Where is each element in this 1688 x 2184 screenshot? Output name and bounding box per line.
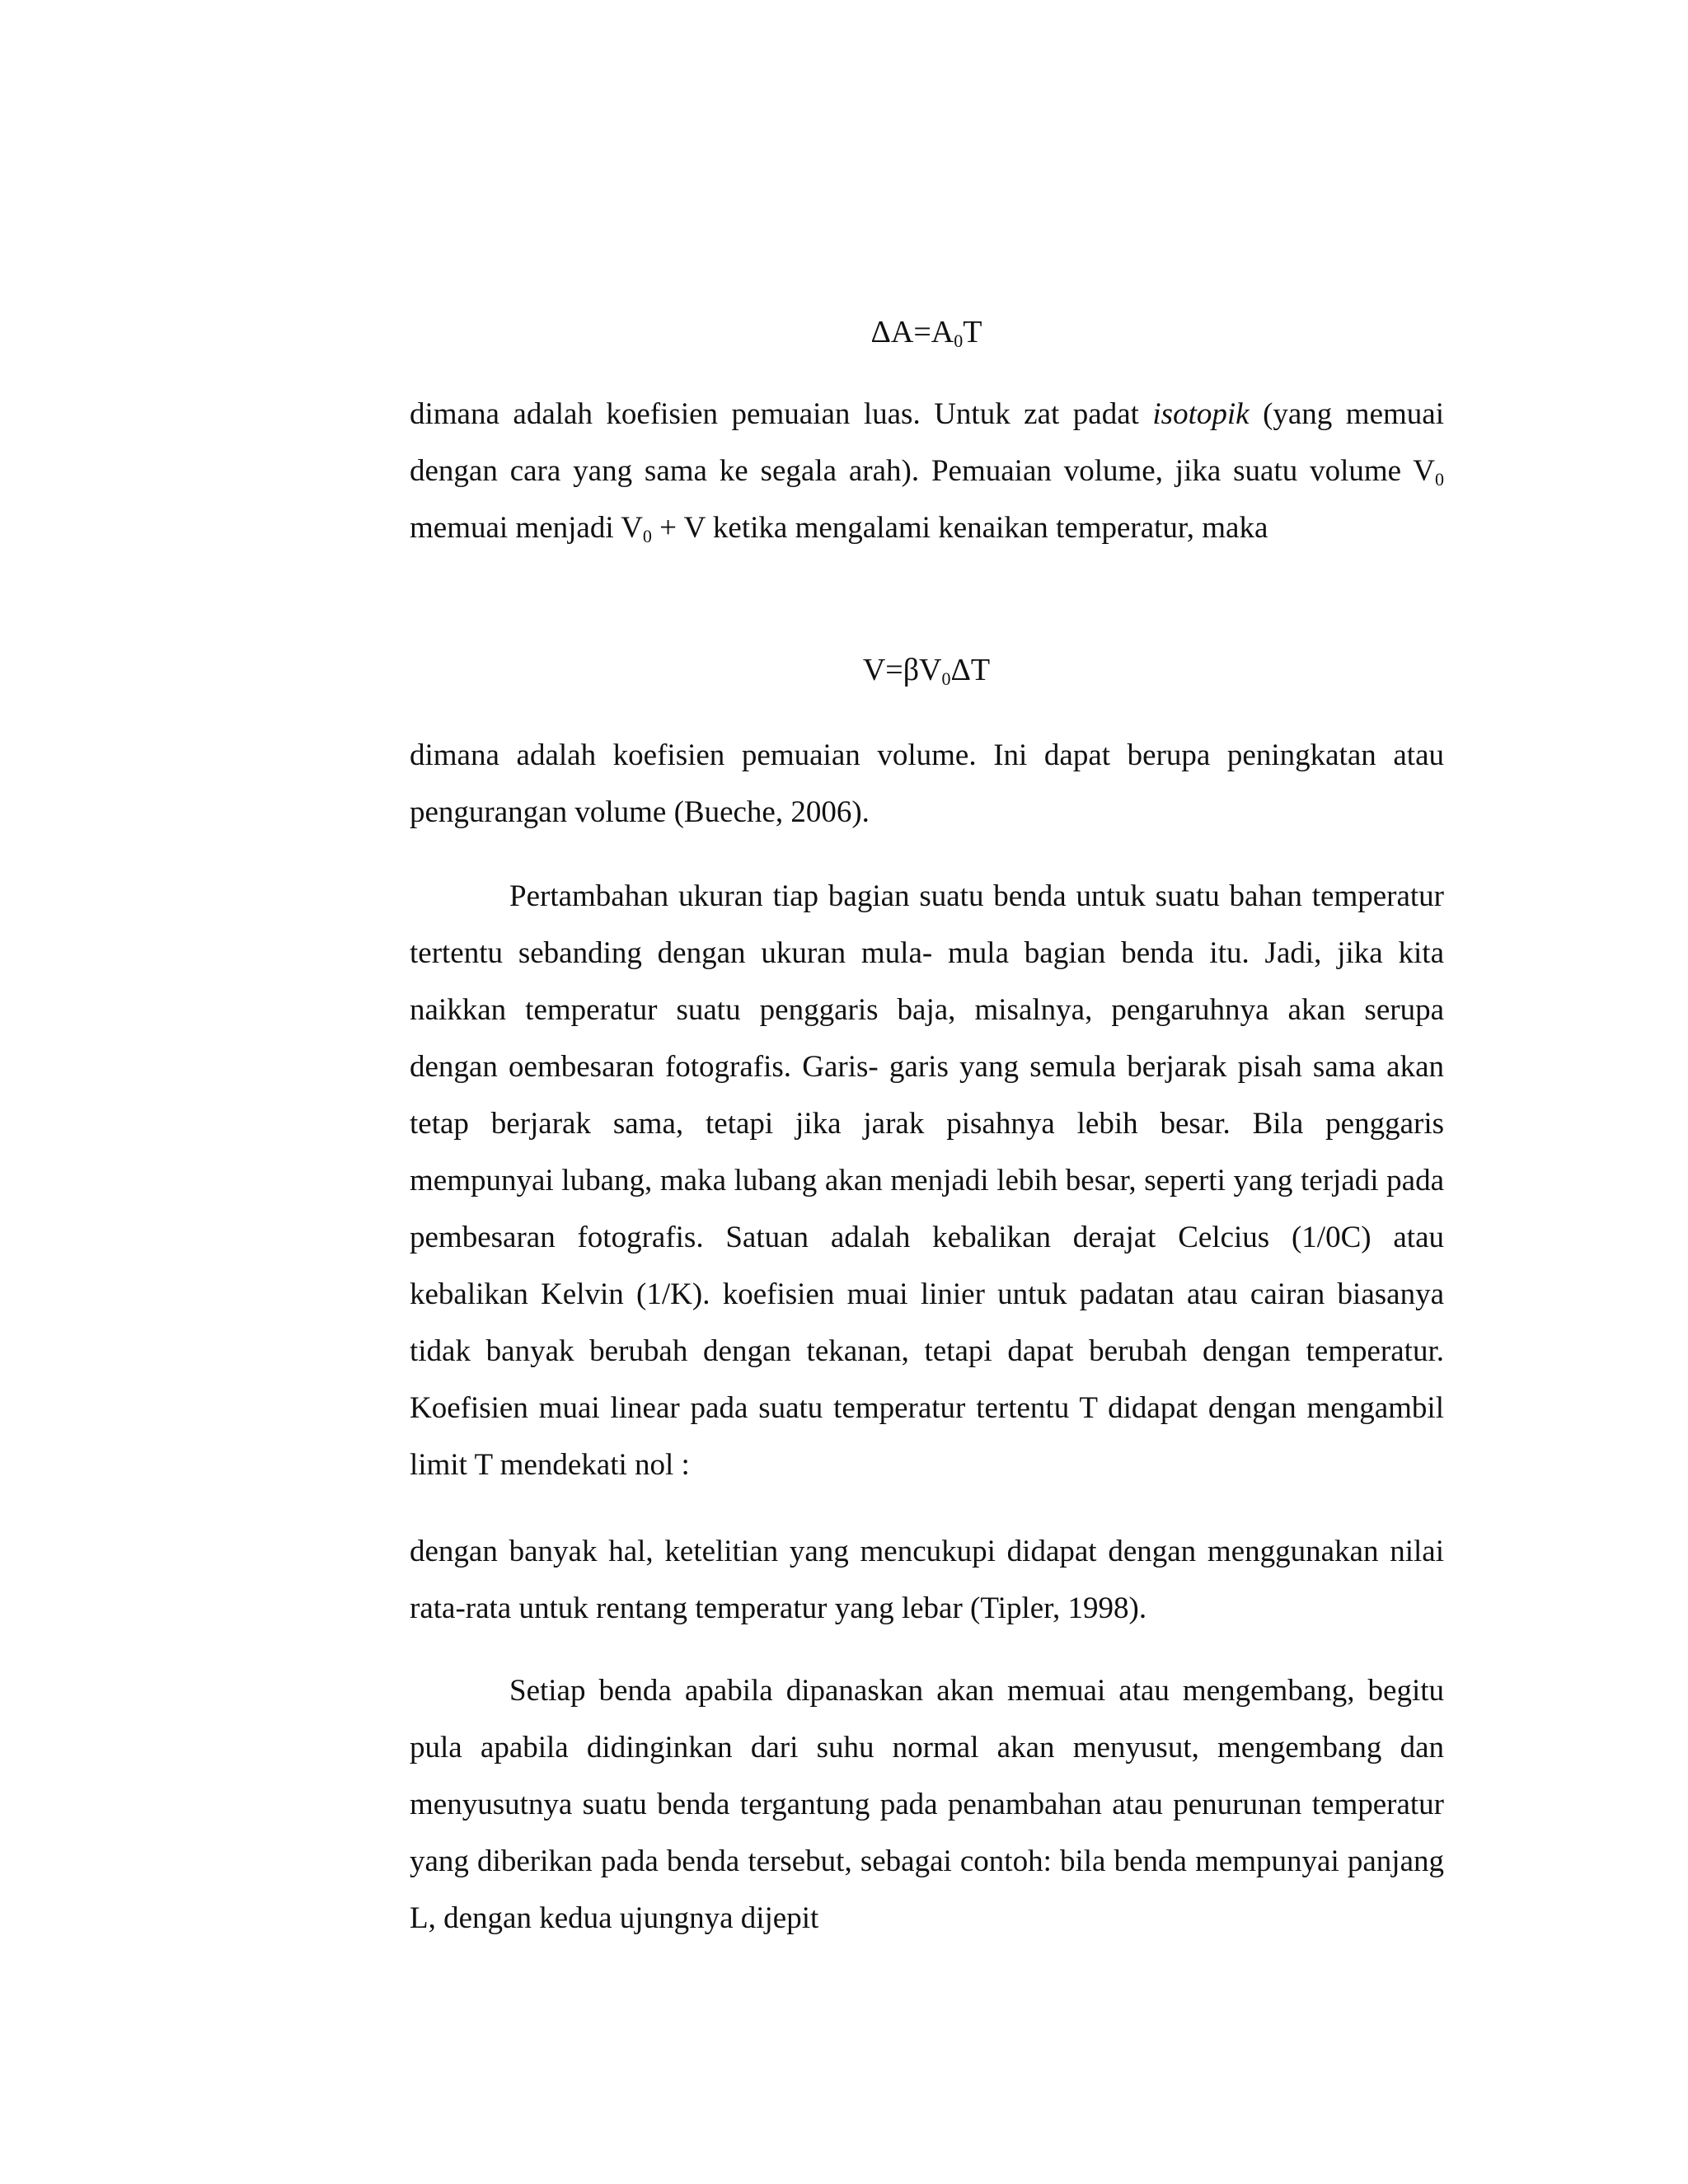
- paragraph-area-expansion: [410, 386, 1444, 556]
- equation-volume-post: ΔT: [950, 653, 991, 687]
- paragraph-text: + V ketika mengalami kenaikan temperatur, maka: [651, 511, 1268, 545]
- paragraph-volume-expansion: dimana adalah koefisien pemuaian volume. Ini dapat berupa peningkatan atau pengurangan volume (Bueche, 2006).: [410, 738, 1444, 829]
- paragraph-text: dimana adalah koefisien pemuaian luas. Untuk zat padat: [410, 397, 1153, 431]
- equation-volume-expansion: [82, 645, 1688, 695]
- subscript: 0: [642, 526, 652, 546]
- paragraph-average-value: dengan banyak hal, ketelitian yang mencukupi didapat dengan menggunakan nilai rata-rata untuk rentang temperatur yang lebar (Tipler, 1998).: [410, 1535, 1444, 1625]
- italic-term: isotopik: [1152, 397, 1250, 431]
- paragraph-linear-expansion: Pertambahan ukuran tiap bagian suatu benda untuk suatu bahan temperatur tertentu sebanding dengan ukuran mula- mula bagian benda itu. Jadi, jika kita naikkan temperatur suatu penggaris baja, misalnya, pengaruhnya akan serupa dengan oembesaran fotografis. Garis- garis yang semula berjarak pisah sama akan tetap berjarak sama, tetapi jika jarak pisahnya lebih besar. Bila penggaris mempunyai lubang, maka lubang akan menjadi lebih besar, seperti yang terjadi pada pembesaran fotografis. Satuan adalah kebalikan derajat Celcius (1/0C) atau kebalikan Kelvin (1/K). koefisien muai linier untuk padatan atau cairan biasanya tidak banyak berubah dengan tekanan, tetapi dapat berubah dengan temperatur. Koefisien muai linear pada suatu temperatur tertentu T didapat dengan mengambil limit T mendekati nol :: [410, 879, 1444, 1482]
- equation-area-expansion: [82, 307, 1688, 357]
- paragraph-text: memuai menjadi V: [410, 511, 643, 545]
- equation-area-subscript: 0: [954, 330, 964, 351]
- equation-volume-subscript: 0: [941, 668, 951, 689]
- paragraph-text: (yang memuai dengan cara yang sama ke segala arah). Pemuaian volume, jika suatu volume V: [410, 397, 1444, 488]
- equation-area-post: T: [963, 315, 982, 349]
- equation-area-pre: ΔA=A: [870, 315, 954, 349]
- subscript: 0: [1435, 469, 1444, 490]
- paragraph-heating-example: Setiap benda apabila dipanaskan akan memuai atau mengembang, begitu pula apabila didinginkan dari suhu normal akan menyusut, mengembang dan menyusutnya suatu benda tergantung pada penambahan atau penurunan temperatur yang diberikan pada benda tersebut, sebagai contoh: bila benda mempunyai panjang L, dengan kedua ujungnya dijepit: [410, 1674, 1444, 1935]
- equation-volume-pre: V=βV: [862, 653, 942, 687]
